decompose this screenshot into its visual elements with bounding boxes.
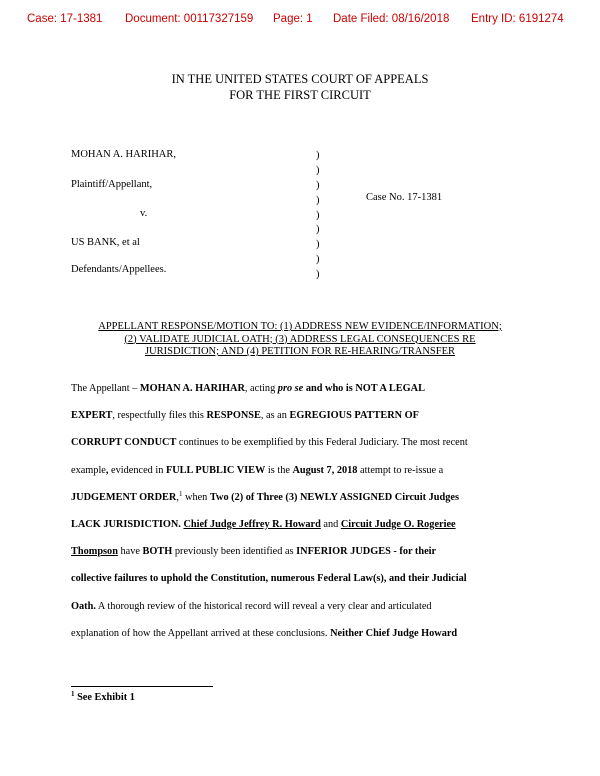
paren: ) — [316, 164, 320, 176]
header-date-filed: Date Filed: 08/16/2018 — [333, 13, 450, 25]
paren: ) — [316, 254, 320, 266]
footnote — [71, 692, 135, 703]
paren: ) — [316, 269, 320, 281]
footnote-marker: 1 — [71, 690, 75, 698]
title-line-3: JURISDICTION; AND (4) PETITION FOR RE-HEARING/TRANSFER — [144, 346, 456, 357]
paren: ) — [316, 179, 320, 191]
header-page: Page: 1 — [273, 13, 313, 25]
header-document: Document: 00117327159 — [125, 13, 254, 25]
text-run: CORRUPT CONDUCT — [71, 437, 177, 449]
title-line-1: APPELLANT RESPONSE/MOTION TO: (1) ADDRESS NEW EVIDENCE/INFORMATION; — [98, 321, 502, 332]
court-line-2: FOR THE FIRST CIRCUIT — [229, 88, 371, 102]
paren: ) — [316, 150, 320, 161]
text-run: continues to be exemplified by this Federal Judiciary. The most recent — [176, 437, 468, 449]
paren: ) — [316, 239, 320, 251]
text-run: and who is NOT A LEGAL — [303, 383, 425, 394]
body-line — [71, 601, 541, 628]
plaintiff-role: Plaintiff/Appellant, — [71, 179, 153, 190]
text-run: previously been identified as — [172, 546, 297, 558]
text-run: INFERIOR JUDGES - for their — [296, 546, 437, 558]
header-case: Case: 17-1381 — [27, 13, 103, 25]
text-run: collective failures to uphold the Constitution, numerous Federal Law(s), and their Judicial — [71, 573, 467, 585]
text-run: Neither Chief Judge Howard — [330, 627, 458, 639]
versus: v. — [140, 208, 148, 219]
text-run: explanation of how the Appellant arrived at these conclusions. — [71, 627, 331, 639]
body-line — [71, 437, 541, 464]
defendant-name: US BANK, et al — [71, 237, 140, 248]
text-run: EGREGIOUS PATTERN OF — [289, 410, 419, 422]
footnote-divider — [71, 686, 213, 687]
judge-thompson: Circuit Judge O. Rogeriee — [340, 518, 456, 530]
paren: ) — [316, 224, 320, 236]
body-line — [71, 519, 541, 546]
footnote-text: See Exhibit 1 — [74, 692, 135, 703]
body-line — [71, 573, 541, 600]
text-run: , respectfully files this — [112, 410, 207, 422]
text-run: , — [105, 464, 112, 476]
text-run: attempt to re-issue a — [357, 464, 444, 476]
body-line — [71, 489, 541, 519]
text-run: EXPERT — [71, 410, 113, 422]
text-run: example — [71, 464, 106, 476]
body-line — [71, 628, 541, 655]
paren: ) — [316, 209, 320, 221]
caption-parentheses — [316, 149, 320, 283]
text-run: A thorough review of the historical record will reveal a very clear and articulated — [95, 600, 432, 612]
pro-se: pro se — [277, 383, 304, 394]
text-run: Oath. — [71, 600, 96, 612]
judge-thompson-cont: Thompson — [71, 546, 118, 558]
text-run: Two (2) of Three (3) NEWLY ASSIGNED Circuit Judges — [209, 491, 459, 503]
text-run: , acting — [244, 383, 278, 394]
judge-howard: Chief Judge Jeffrey R. Howard — [183, 518, 321, 530]
defendant-role: Defendants/Appellees. — [71, 264, 167, 275]
text-run: JUDGEMENT ORDER — [71, 491, 177, 503]
text-run: , — [176, 491, 179, 503]
text-run: when — [182, 491, 210, 503]
body-line — [71, 546, 541, 573]
text-run: and — [320, 518, 341, 530]
text-run: evidenced in — [111, 464, 166, 476]
order-date: August 7, 2018 — [292, 464, 358, 476]
text-run: have — [117, 546, 143, 558]
text-run: LACK JURISDICTION. — [71, 518, 181, 530]
body-line — [71, 465, 541, 492]
court-line-1: IN THE UNITED STATES COURT OF APPEALS — [171, 72, 429, 86]
text-run: The Appellant – — [71, 383, 140, 394]
body-line — [71, 383, 541, 410]
text-run: BOTH — [142, 546, 173, 558]
text-run: RESPONSE — [206, 410, 261, 422]
document-title — [0, 321, 600, 359]
text-run: FULL PUBLIC VIEW — [165, 464, 266, 476]
paren: ) — [316, 194, 320, 206]
body-line — [71, 410, 541, 437]
header-entry-id: Entry ID: 6191274 — [471, 13, 564, 25]
court-heading — [0, 71, 600, 103]
body-text — [71, 383, 541, 655]
footnote-ref[interactable]: 1 — [178, 489, 183, 498]
case-number: Case No. 17-1381 — [366, 192, 443, 203]
title-line-2: (2) VALIDATE JUDICIAL OATH; (3) ADDRESS LEGAL CONSEQUENCES RE — [124, 333, 476, 345]
plaintiff-name: MOHAN A. HARIHAR, — [71, 149, 177, 160]
text-run: , as an — [260, 410, 290, 422]
text-run: is the — [265, 464, 293, 476]
appellant-name: MOHAN A. HARIHAR — [139, 383, 245, 394]
